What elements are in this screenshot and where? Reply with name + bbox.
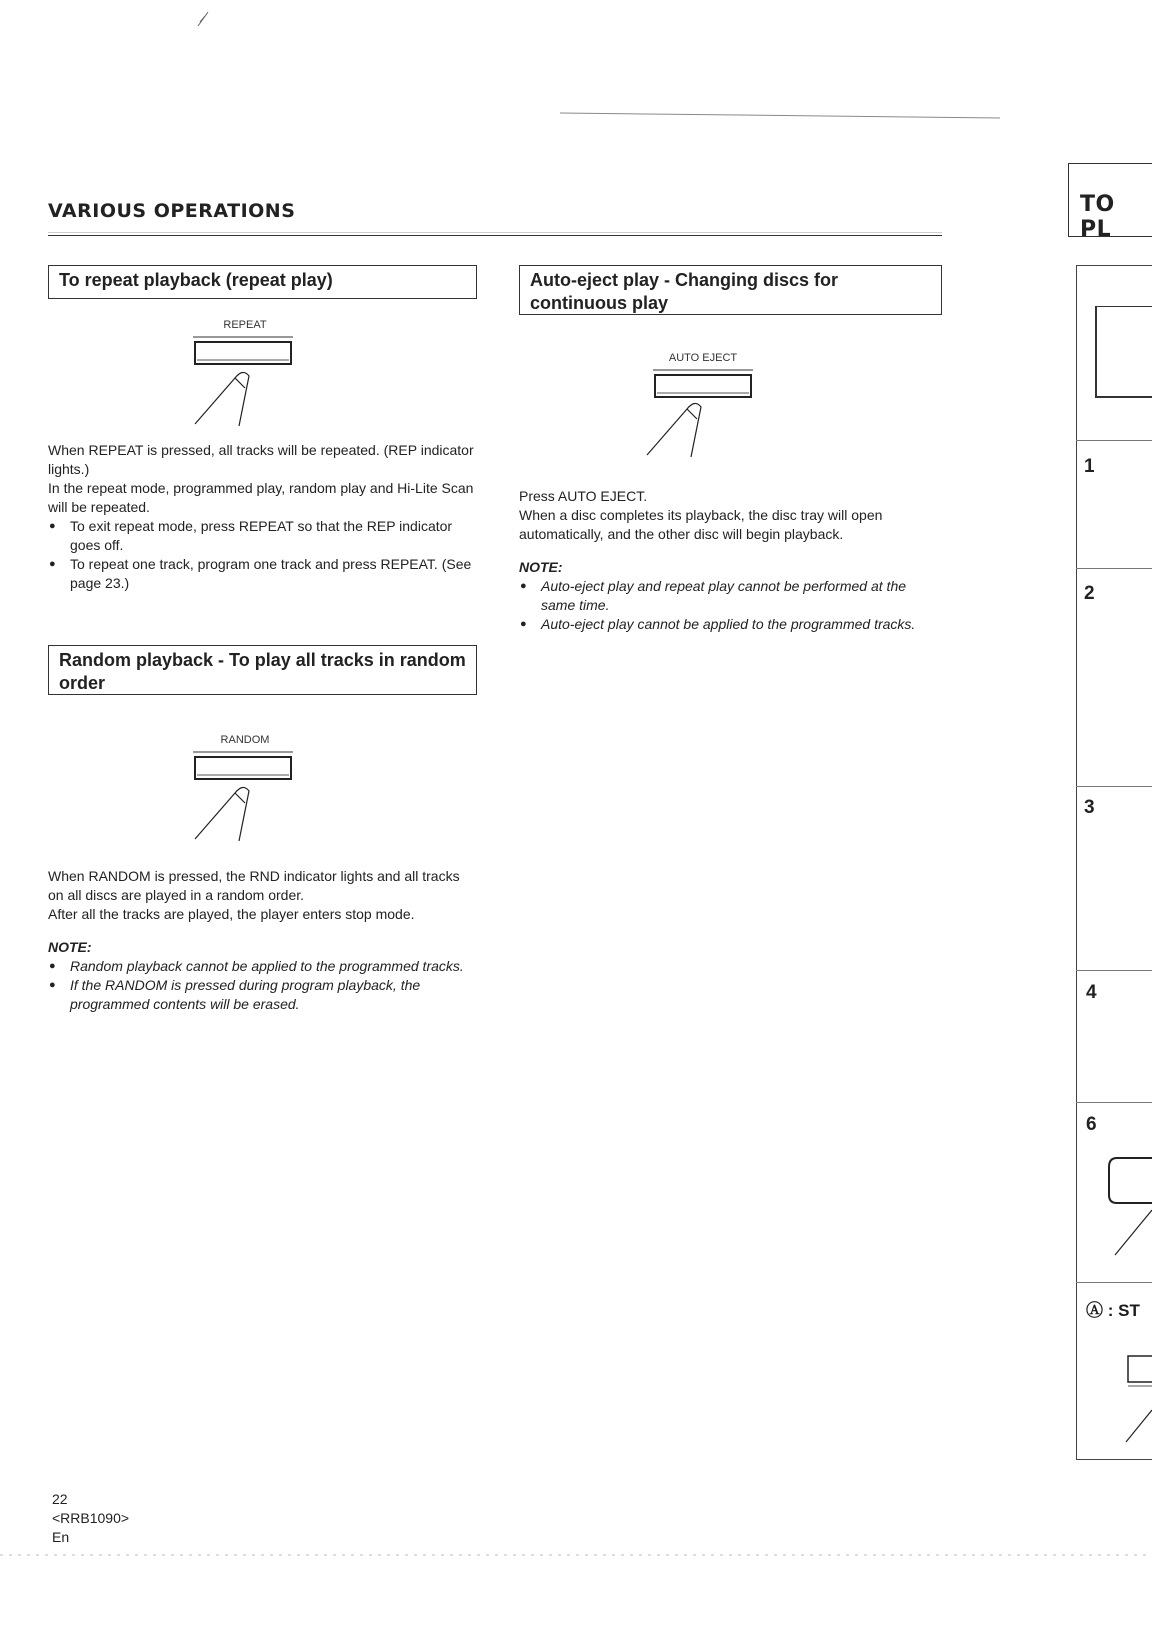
step-six-button-illustration <box>1105 1155 1152 1265</box>
random-heading: Random playback - To play all tracks in random order <box>48 645 477 695</box>
step-divider <box>1076 1282 1152 1283</box>
page-number: 22 <box>52 1491 68 1507</box>
section-title: VARIOUS OPERATIONS <box>48 200 296 222</box>
repeat-paragraph: When REPEAT is pressed, all tracks will be repeated. (REP indicator lights.) <box>48 442 474 477</box>
auto-eject-notes <box>519 577 942 634</box>
header-rule-faint <box>48 232 942 233</box>
list-item: ● If the RANDOM is pressed during program playback, the programmed contents will be erased. <box>48 976 477 1014</box>
auto-eject-button-label: AUTO EJECT <box>668 352 738 364</box>
step-number: 3 <box>1084 797 1095 818</box>
stop-label: Ⓐ : ST <box>1086 1301 1140 1320</box>
list-item: ● To exit repeat mode, press REPEAT so that the REP indicator goes off. <box>48 517 477 555</box>
random-note-title: NOTE: <box>48 939 92 955</box>
auto-eject-heading: Auto-eject play - Changing discs for continuous play <box>519 265 942 315</box>
auto-eject-paragraph: Press AUTO EJECT. <box>519 488 648 504</box>
right-steps-frame <box>1076 265 1152 1460</box>
repeat-body <box>48 441 477 593</box>
list-item: ● To repeat one track, program one track and press REPEAT. (See page 23.) <box>48 555 477 593</box>
step-number: 6 <box>1086 1114 1097 1135</box>
step-divider <box>1076 786 1152 787</box>
random-paragraph: When RANDOM is pressed, the RND indicator lights and all tracks on all discs are played in a random order. <box>48 868 460 903</box>
repeat-button-illustration <box>185 334 305 434</box>
step-divider <box>1076 1102 1152 1103</box>
step-number: 2 <box>1084 583 1095 604</box>
random-body <box>48 867 477 1014</box>
random-button-label: RANDOM <box>220 734 270 746</box>
random-notes <box>48 957 477 1014</box>
list-item: ● Auto-eject play cannot be applied to the programmed tracks. <box>519 615 942 634</box>
language-code: En <box>52 1529 70 1545</box>
repeat-heading: To repeat playback (repeat play) <box>48 265 477 299</box>
list-item: ● Random playback cannot be applied to the programmed tracks. <box>48 957 477 976</box>
step-divider <box>1076 568 1152 569</box>
auto-eject-note-title: NOTE: <box>519 559 563 575</box>
step-divider <box>1076 970 1152 971</box>
repeat-button-label: REPEAT <box>223 319 267 331</box>
step-number: 4 <box>1086 982 1097 1003</box>
repeat-paragraph: In the repeat mode, programmed play, random play and Hi-Lite Scan will be repeated. <box>48 480 474 515</box>
list-item: ● Auto-eject play and repeat play cannot be performed at the same time. <box>519 577 942 615</box>
random-button-illustration <box>185 749 305 849</box>
auto-eject-button-illustration <box>645 367 765 467</box>
auto-eject-paragraph: When a disc completes its playback, the disc tray will open automatically, and the other disc will begin playback. <box>519 507 883 542</box>
page-footer <box>52 1490 129 1547</box>
right-display-panel <box>1095 306 1152 398</box>
right-section-title: TO PL <box>1080 192 1115 242</box>
header-rule <box>48 235 942 236</box>
auto-eject-body <box>519 487 942 634</box>
document-code: <RRB1090> <box>52 1510 130 1526</box>
repeat-bullets <box>48 517 477 593</box>
step-number: 1 <box>1084 456 1095 477</box>
step-divider <box>1076 440 1152 441</box>
stop-button-illustration <box>1120 1352 1152 1452</box>
random-paragraph: After all the tracks are played, the player enters stop mode. <box>48 906 415 922</box>
